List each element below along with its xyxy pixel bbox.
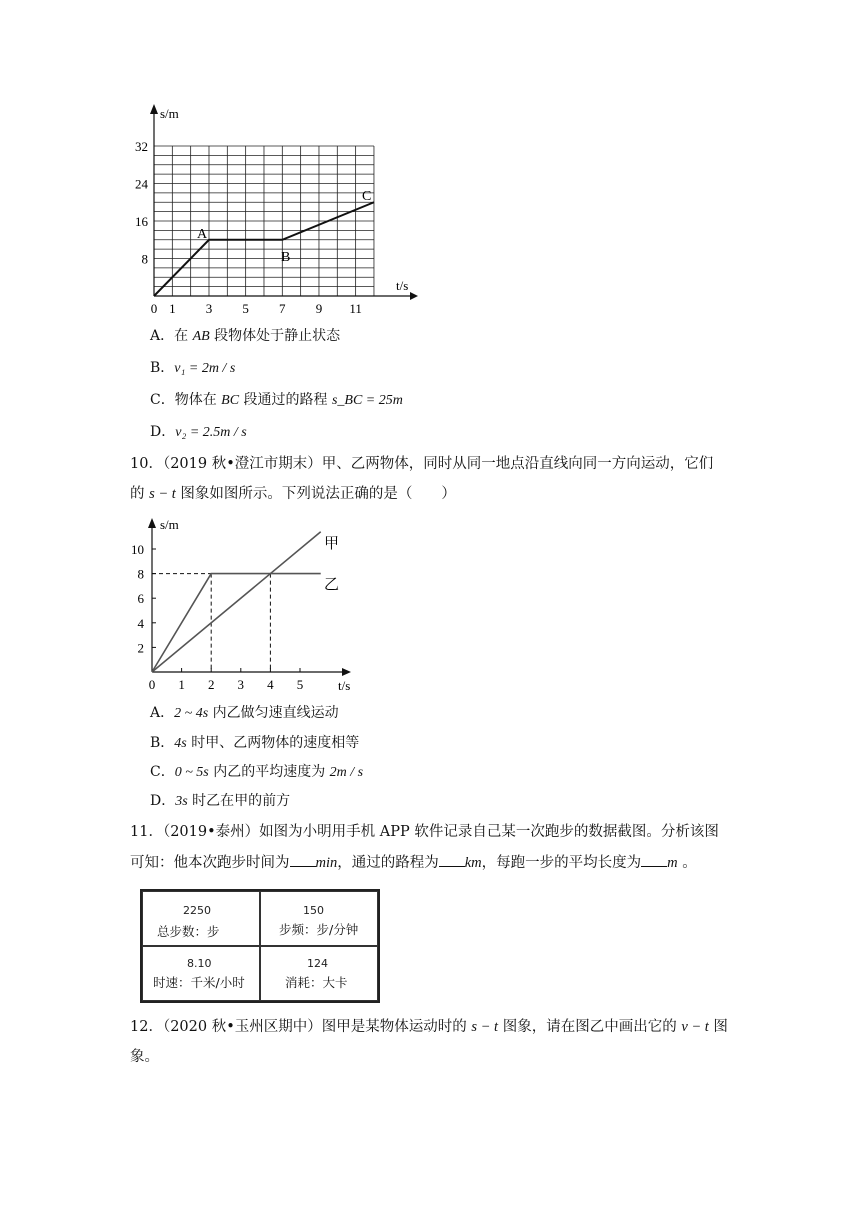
q9-option-a-prefix: A．在 xyxy=(150,328,193,344)
stat-label-speed: 时速：千米/小时 xyxy=(153,975,245,990)
q11-blank-1[interactable] xyxy=(290,852,316,867)
q9-option-c[interactable] xyxy=(150,390,403,411)
x-tick-label: 1 xyxy=(178,677,185,692)
q10-option-c-text: 内乙的平均速度为 xyxy=(208,764,330,780)
x-tick-label: 5 xyxy=(242,301,249,316)
running-app-stats-table xyxy=(140,889,380,1003)
stat-cell-calories xyxy=(260,946,378,1001)
x-tick-label: 7 xyxy=(279,301,286,316)
chart-1-x-ticks xyxy=(151,301,362,316)
chart-2-x-axis-label: t/s xyxy=(338,678,351,693)
q12-stem-c: 图 xyxy=(708,1019,728,1035)
q10-option-a-prefix: A． xyxy=(150,705,175,721)
q9-option-c-prefix: C．物体在 xyxy=(150,392,222,408)
q10-option-b[interactable] xyxy=(150,733,359,754)
x-tick-label: 4 xyxy=(267,677,274,692)
q12-stem-b: 图象，请在图乙中画出它的 xyxy=(498,1019,682,1035)
stat-value-calories: 124 xyxy=(307,957,328,970)
q11-stem-b: ，通过的路程为 xyxy=(337,855,439,871)
q10-option-d-text: 时乙在甲的前方 xyxy=(187,793,291,809)
q10-option-c[interactable] xyxy=(150,762,363,783)
x-tick-label: 2 xyxy=(207,677,215,692)
q12-stem-line-1 xyxy=(130,1017,740,1037)
q11-stem-line-1: 11．（2019•泰州）如图为小明用手机 APP 软件记录自己某一次跑步的数据截图。分析该图 xyxy=(130,824,719,840)
chart-1-grid xyxy=(154,146,374,296)
stat-value-cadence: 150 xyxy=(303,904,324,917)
series-label-jia: 甲 xyxy=(324,534,340,552)
q12-var-1: s − t xyxy=(471,1019,499,1035)
q10-option-b-var: 4s xyxy=(174,736,187,751)
x-tick-label: 1 xyxy=(169,301,176,316)
q11-unit-2: km xyxy=(464,855,482,871)
q9-option-c-var: BC xyxy=(221,393,240,408)
q10-option-d-prefix: D． xyxy=(150,793,176,809)
q11-unit-3: m xyxy=(667,855,678,871)
chart-2-axes xyxy=(148,518,351,676)
q12-stem-line-2: 象。 xyxy=(130,1049,159,1065)
q9-option-d[interactable] xyxy=(150,422,247,443)
x-axis-arrow xyxy=(342,668,351,676)
q10-option-a[interactable] xyxy=(150,703,339,724)
q10-option-b-prefix: B． xyxy=(150,735,175,751)
q9-option-b-formula: v₁ = 2m / s xyxy=(174,361,236,376)
x-tick-label: 3 xyxy=(205,301,213,316)
chart-1-y-ticks xyxy=(135,139,149,267)
q9-option-b-prefix: B． xyxy=(150,360,175,376)
q10-stem-post: 图象如图所示。下列说法正确的是（ ） xyxy=(175,486,456,502)
q10-stem-line-2 xyxy=(130,484,740,504)
x-axis-arrow xyxy=(410,292,418,300)
q11-unit-1: min xyxy=(315,855,338,871)
series-line-yi xyxy=(152,574,321,672)
q9-option-d-prefix: D． xyxy=(150,424,176,440)
chart-2-y-axis-label: s/m xyxy=(160,517,179,532)
stat-label-cadence: 步频：步/分钟 xyxy=(279,922,359,937)
q11-stem-line-2 xyxy=(130,852,740,873)
q10-stem-var: s − t xyxy=(149,486,176,502)
y-axis-arrow xyxy=(150,104,158,114)
chart-2-s-t-graph xyxy=(120,512,370,697)
q10-option-a-var: 2 ~ 4s xyxy=(174,706,209,721)
q10-option-b-text: 时甲、乙两物体的速度相等 xyxy=(186,735,360,751)
q11-stem-d: 。 xyxy=(677,855,697,871)
chart-1-x-axis-label: t/s xyxy=(396,278,409,293)
y-tick-label: 4 xyxy=(137,615,144,631)
chart-2-series xyxy=(152,532,321,672)
q9-option-a[interactable] xyxy=(150,326,340,347)
x-tick-label: 5 xyxy=(296,677,304,692)
q11-blank-2[interactable] xyxy=(439,852,465,867)
q10-option-d[interactable] xyxy=(150,791,290,812)
x-tick-label: 0 xyxy=(148,677,156,692)
q9-option-a-var: AB xyxy=(192,329,210,344)
y-tick-label: 24 xyxy=(135,176,148,192)
q11-stem-c: ，每跑一步的平均长度为 xyxy=(481,855,642,871)
y-tick-label: 2 xyxy=(137,640,144,656)
q9-option-a-text: 段物体处于静止状态 xyxy=(209,328,341,344)
stat-value-total-steps: 2250 xyxy=(183,904,211,917)
y-tick-label: 32 xyxy=(135,139,148,154)
point-label-a: A xyxy=(197,227,208,242)
q10-option-c-var2: 2m / s xyxy=(329,765,364,780)
stat-value-speed: 8.10 xyxy=(187,957,212,970)
point-label-c: C xyxy=(362,189,372,204)
q11-blank-3[interactable] xyxy=(641,852,667,867)
q11-stem-a: 可知：他本次跑步时间为 xyxy=(130,855,290,871)
x-tick-label: 9 xyxy=(315,301,323,316)
stat-label-total-steps: 总步数：步 xyxy=(157,924,220,939)
chart-2-y-ticks xyxy=(131,542,145,655)
q10-stem-line-1: 10．（2019 秋•澄江市期末）甲、乙两物体，同时从同一地点沿直线向同一方向运动，它们 xyxy=(130,456,714,472)
x-tick-label: 11 xyxy=(349,301,362,316)
stat-cell-total-steps xyxy=(142,891,260,946)
chart-2-x-ticks xyxy=(149,677,304,692)
x-tick-label: 0 xyxy=(150,301,158,316)
y-tick-label: 8 xyxy=(141,251,148,267)
stat-cell-speed xyxy=(142,946,260,1001)
stat-cell-cadence xyxy=(260,891,378,946)
y-tick-label: 8 xyxy=(137,566,144,582)
series-line-jia xyxy=(152,532,321,672)
q10-option-c-var: 0 ~ 5s xyxy=(174,765,209,780)
point-label-b: B xyxy=(281,250,291,265)
q9-option-c-formula: s_BC = 25m xyxy=(331,393,403,408)
stat-label-calories: 消耗：大卡 xyxy=(285,975,348,990)
q10-option-a-text: 内乙做匀速直线运动 xyxy=(208,705,339,721)
q10-option-d-var: 3s xyxy=(175,794,188,809)
series-label-yi: 乙 xyxy=(324,575,340,593)
x-tick-label: 3 xyxy=(237,677,245,692)
y-axis-arrow xyxy=(148,518,156,528)
q10-stem-pre: 的 xyxy=(130,486,150,502)
q12-stem-a: 12．（2020 秋•玉州区期中）图甲是某物体运动时的 xyxy=(130,1019,472,1035)
q12-var-2: v − t xyxy=(681,1019,709,1035)
q10-option-c-prefix: C． xyxy=(150,764,175,780)
chart-1-s-t-graph xyxy=(120,100,430,325)
q9-option-d-formula: v₂ = 2.5m / s xyxy=(175,425,247,440)
y-tick-label: 6 xyxy=(137,591,144,607)
y-tick-label: 10 xyxy=(131,542,144,557)
q9-option-b[interactable] xyxy=(150,358,235,379)
chart-1-y-axis-label: s/m xyxy=(160,106,179,121)
y-tick-label: 16 xyxy=(135,214,148,229)
q9-option-c-text: 段通过的路程 xyxy=(239,392,332,408)
